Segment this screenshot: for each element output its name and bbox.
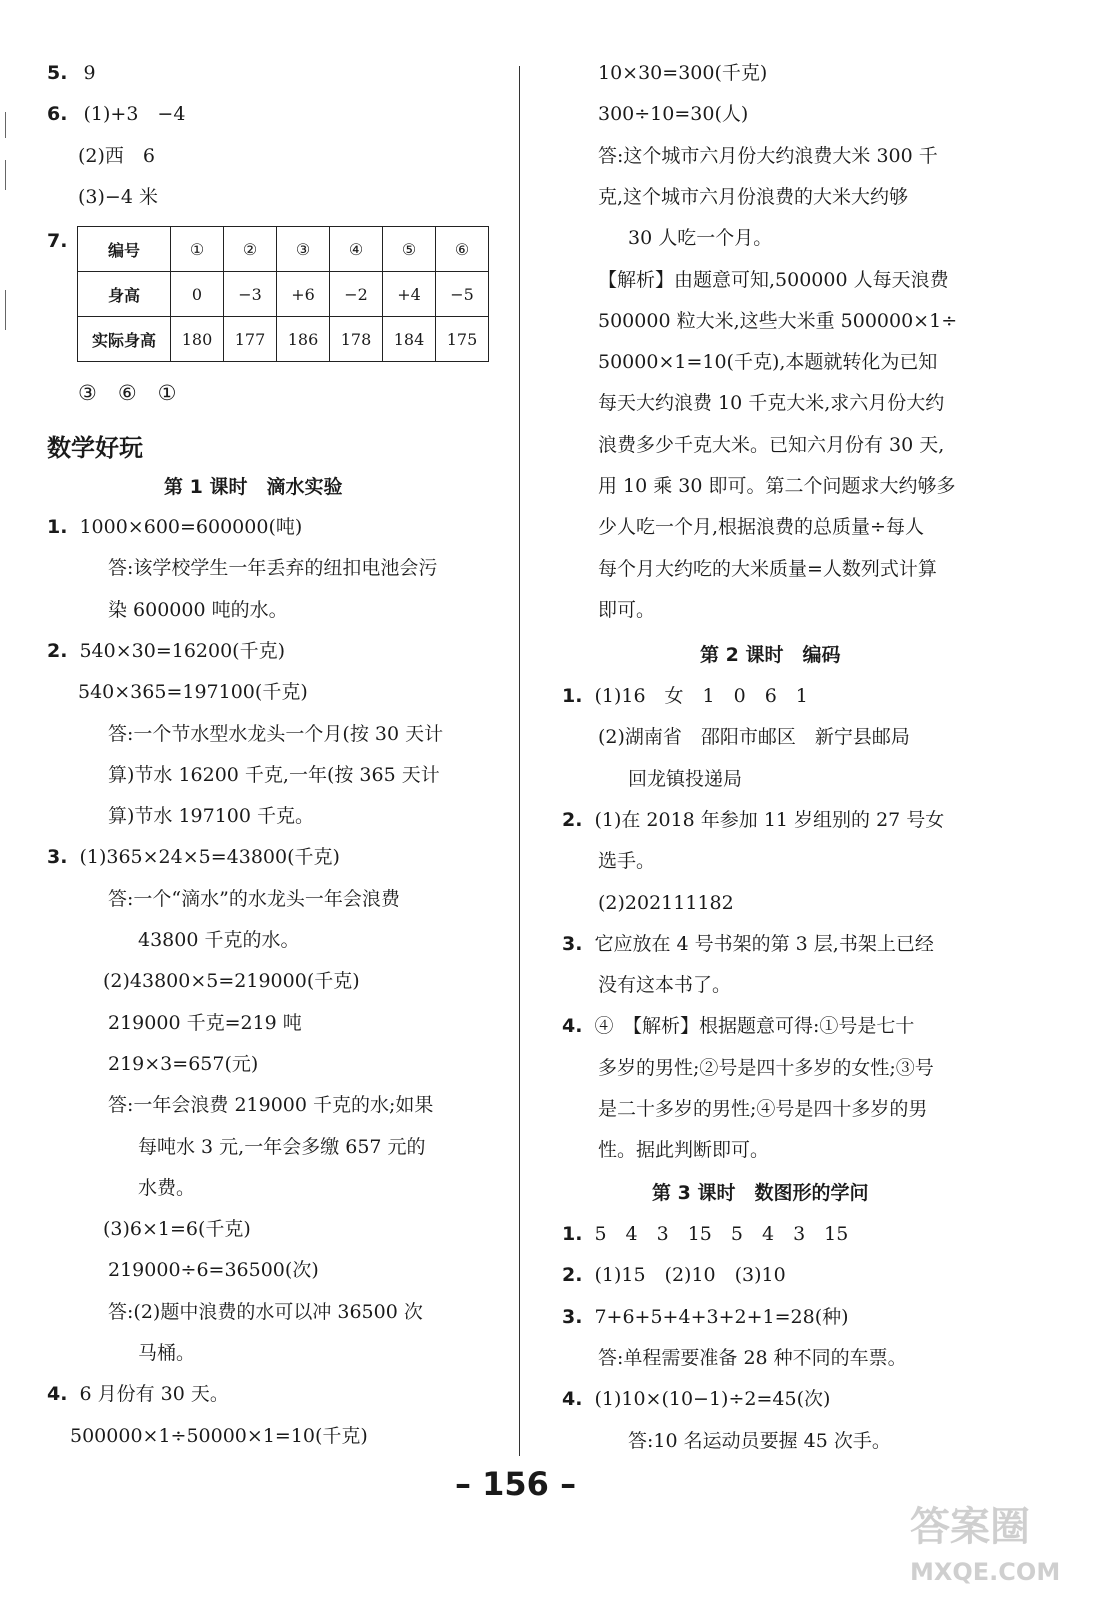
table-cell: ⑤ [383, 227, 436, 272]
answer-line: 答:一个“滴水”的水龙头一年会浪费 [108, 887, 400, 910]
table-cell: ② [224, 227, 277, 272]
answer-text: ④ 【解析】根据题意可得:①号是七十 [594, 1015, 915, 1038]
answer-line: 每吨水 3 元,一年会多缴 657 元的 [138, 1135, 426, 1158]
answer-line: 每天大约浪费 10 千克大米,求六月份大约 [598, 392, 945, 415]
answer-line: (2)湖南省 邵阳市邮区 新宁县邮局 [598, 726, 910, 749]
page-number: – 156 – [455, 1465, 577, 1503]
answer-text: 6 月份有 30 天。 [79, 1383, 229, 1406]
table-cell: 178 [330, 317, 383, 362]
answer-line: 43800 千克的水。 [138, 929, 300, 951]
table-cell: 177 [224, 317, 277, 362]
answer-line: 是二十多岁的男性;④号是四十多岁的男 [598, 1098, 928, 1120]
answer-line: 答:10 名运动员要握 45 次手。 [628, 1429, 891, 1452]
table-cell: ⑥ [436, 227, 489, 272]
answer-line [562, 931, 934, 957]
answer-line: 500000×1÷50000×1=10(千克) [70, 1424, 368, 1447]
answer-line: 10×30=300(千克) [598, 62, 768, 84]
watermark-logo [905, 1490, 1075, 1590]
answer-line: 选手。 [598, 850, 656, 873]
question-number: 4. [47, 1383, 68, 1406]
question-5: 5. 9 [47, 62, 96, 84]
answer-line: 算)节水 197100 千克。 [108, 805, 315, 828]
answer-line: 每个月大约吃的大米质量=人数列式计算 [598, 557, 937, 580]
answer-line: 少人吃一个月,根据浪费的总质量÷每人 [598, 516, 924, 539]
answer-line: (2)202111182 [598, 891, 734, 914]
question-number: 1. [562, 1223, 583, 1245]
answer-text: 1000×600=600000(吨) [79, 516, 303, 538]
answer-text: (1)在 2018 年参加 11 岁组别的 27 号女 [594, 808, 945, 831]
watermark-line-2: MXQE.COM [910, 1558, 1061, 1586]
question-6-part-2: (2)西 6 [78, 145, 156, 167]
answer-line: 219000 千克=219 吨 [108, 1011, 302, 1034]
table-row [78, 227, 489, 272]
answer-text: 7+6+5+4+3+2+1=28(种) [594, 1305, 849, 1328]
answer-text: (1)10×(10−1)÷2=45(次) [594, 1388, 831, 1411]
question-6: 6. (1)+3 −4 [47, 103, 186, 125]
answer-line [562, 1304, 849, 1330]
table-cell: +6 [277, 272, 330, 317]
answer-line: 答:单程需要准备 28 种不同的车票。 [598, 1346, 907, 1369]
table-cell: ③ [277, 227, 330, 272]
question-number: 1. [47, 516, 68, 538]
question-number: 3. [562, 932, 583, 955]
answer-line: 答:一年会浪费 219000 千克的水;如果 [108, 1094, 434, 1117]
answer-line: 219000÷6=36500(次) [108, 1259, 319, 1282]
table-cell: ④ [330, 227, 383, 272]
lesson-3-title: 第 3 课时 数图形的学问 [652, 1182, 869, 1204]
table-row [78, 272, 489, 317]
answer-line: 没有这本书了。 [598, 974, 732, 997]
answer-line: 答:这个城市六月份大约浪费大米 300 千 [598, 144, 938, 167]
question-7-answer: ③ ⑥ ① [78, 381, 177, 405]
answer-line: 50000×1=10(千克),本题就转化为已知 [598, 351, 938, 374]
table-cell: 175 [436, 317, 489, 362]
answer-line: 浪费多少千克大米。已知六月份有 30 天, [598, 433, 945, 456]
answer-line: 30 人吃一个月。 [628, 227, 773, 250]
answer-line [47, 1381, 229, 1407]
table-cell: 身高 [78, 272, 171, 317]
question-7-number: 7. [47, 230, 68, 252]
question-number: 3. [47, 846, 68, 869]
margin-tick [5, 160, 6, 190]
table-cell: +4 [383, 272, 436, 317]
answer-line: 【解析】由题意可知,500000 人每天浪费 [598, 268, 949, 291]
answer-text: (1)16 女 1 0 6 1 [594, 685, 808, 707]
answer-line: 回龙镇投递局 [628, 767, 743, 790]
table-cell: ① [171, 227, 224, 272]
lesson-2-title: 第 2 课时 编码 [700, 644, 841, 666]
answer-text: (1)15 (2)10 (3)10 [594, 1264, 786, 1287]
margin-tick [5, 112, 6, 138]
answer-line [562, 807, 944, 833]
table-cell: −5 [436, 272, 489, 317]
answer-line: 性。据此判断即可。 [598, 1139, 770, 1162]
answer-line [47, 514, 302, 540]
answer-line: 219×3=657(元) [108, 1052, 259, 1075]
table-cell: 实际身高 [78, 317, 171, 362]
table-cell: −2 [330, 272, 383, 317]
answer-text: (1)365×24×5=43800(千克) [79, 846, 340, 869]
answer-line: 水费。 [138, 1176, 196, 1199]
answer-line: 即可。 [598, 598, 656, 621]
answer-line: 马桶。 [138, 1342, 196, 1364]
question-number: 2. [47, 639, 68, 662]
answer-line: 答:(2)题中浪费的水可以冲 36500 次 [108, 1300, 423, 1323]
answer-line [562, 1013, 914, 1039]
answer-line: 多岁的男性;②号是四十多岁的女性;③号 [598, 1056, 934, 1079]
answer-line: 算)节水 16200 千克,一年(按 365 天计 [108, 763, 440, 786]
table-cell: 186 [277, 317, 330, 362]
question-number: 4. [562, 1388, 583, 1411]
height-table [77, 226, 489, 362]
answer-line: 540×365=197100(千克) [78, 681, 308, 704]
answer-line: 300÷10=30(人) [598, 103, 749, 126]
table-cell: 0 [171, 272, 224, 317]
table-cell: 编号 [78, 227, 171, 272]
answer-line [562, 1386, 830, 1412]
question-number: 2. [562, 808, 583, 831]
table-row [78, 317, 489, 362]
question-number: 2. [562, 1264, 583, 1287]
answer-line: 染 600000 吨的水。 [108, 598, 288, 621]
answer-text: 540×30=16200(千克) [79, 639, 286, 662]
lesson-1-title: 第 1 课时 滴水实验 [164, 476, 343, 498]
table-cell: 180 [171, 317, 224, 362]
answer-line [47, 844, 340, 870]
answer-line: 500000 粒大米,这些大米重 500000×1÷ [598, 309, 958, 332]
answer-line: 答:一个节水型水龙头一个月(按 30 天计 [108, 722, 444, 745]
answer-line [562, 683, 808, 709]
question-number: 4. [562, 1015, 583, 1038]
question-6-part-3: (3)−4 米 [78, 186, 158, 208]
answer-line [562, 1221, 848, 1247]
answer-line: (3)6×1=6(千克) [103, 1218, 251, 1241]
table-cell: 184 [383, 317, 436, 362]
answer-text: 5 4 3 15 5 4 3 15 [594, 1223, 849, 1245]
question-number: 1. [562, 685, 583, 707]
answer-line: 用 10 乘 30 即可。第二个问题求大约够多 [598, 475, 956, 497]
question-number: 3. [562, 1305, 583, 1328]
margin-tick [5, 290, 6, 330]
answer-line: (2)43800×5=219000(千克) [103, 970, 360, 993]
answer-line: 克,这个城市六月份浪费的大米大约够 [598, 185, 909, 208]
column-divider [519, 66, 520, 1456]
section-title: 数学好玩 [47, 434, 143, 462]
table-cell: −3 [224, 272, 277, 317]
watermark-line-1: 答案圈 [910, 1504, 1030, 1550]
answer-line: 答:该学校学生一年丢弃的纽扣电池会污 [108, 557, 438, 580]
answer-text: 它应放在 4 号书架的第 3 层,书架上已经 [594, 932, 934, 955]
answer-line [47, 638, 285, 664]
answer-line [562, 1262, 786, 1288]
